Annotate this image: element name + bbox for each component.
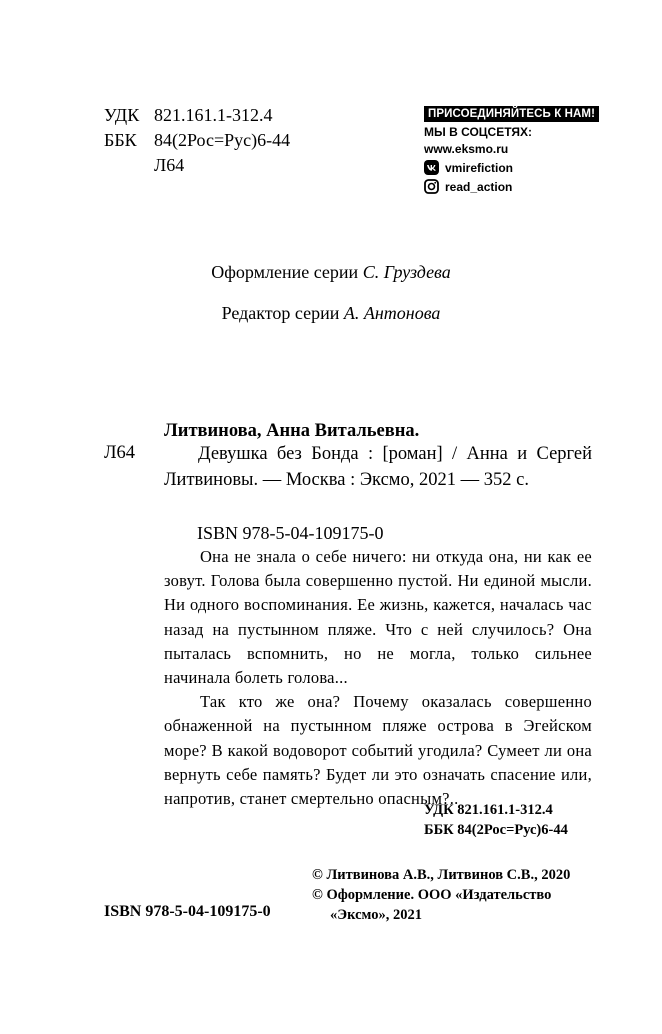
bbk-value: 84(2Рос=Рус)6-44 (154, 130, 291, 150)
record-title-description: Девушка без Бонда : [роман] / Анна и Сергей Литвиновы. — Москва : Эксмо, 2021 — 352 с. (164, 444, 592, 490)
instagram-icon (424, 179, 439, 194)
copyright-line-2: © Оформление. ООО «Издательство (312, 887, 552, 903)
bbk-row (104, 128, 290, 153)
udk-value: 821.161.1-312.4 (154, 105, 273, 125)
instagram-handle: read_action (445, 179, 513, 194)
series-editor-credit (0, 303, 662, 324)
bbk-label: ББК (104, 130, 137, 150)
series-design-credit (0, 262, 662, 283)
join-banner: ПРИСОЕДИНЯЙТЕСЬ К НАМ! (424, 106, 599, 122)
footer-bbk: ББК 84(2Рос=Рус)6-44 (424, 822, 568, 838)
copyright-line-3: «Эксмо», 2021 (330, 907, 422, 923)
design-name: С. Груздева (362, 262, 451, 282)
annotation-paragraph-2: Так кто же она? Почему оказалась совершенно обнаженной на пустынном пляже острова в Эгейском море? В какой водоворот событий угодила? Сумеет ли она вернуть себе память? Будет ли это означать спасение или, напротив, станет смертельно опасным?.. (164, 692, 592, 809)
footer-classification (424, 800, 568, 840)
annotation-paragraph-1: Она не знала о себе ничего: ни откуда она, ни как ее зовут. Голова была совершенно пустой. Ни единой мысли. Ни одного воспоминания. Ее жизнь, кажется, началась час назад на пустынном пляже. Что с ней случилось? Она пыталась вспомнить, но не могла, только сильнее начинала болеть голова... (164, 547, 592, 688)
social-block (424, 106, 599, 194)
copyright-block (312, 865, 570, 925)
classification-block (104, 103, 290, 178)
record-code: Л64 (104, 443, 136, 463)
instagram-row[interactable] (424, 179, 599, 194)
copyright-line-1: © Литвинова А.В., Литвинов С.В., 2020 (312, 867, 571, 883)
design-label: Оформление серии (211, 262, 359, 282)
author-mark: Л64 (154, 155, 185, 175)
footer-udk: УДК 821.161.1-312.4 (424, 802, 553, 818)
annotation (164, 545, 592, 811)
editor-label: Редактор серии (221, 303, 340, 323)
record-author: Литвинова, Анна Витальевна. (164, 421, 420, 441)
udk-label: УДК (104, 105, 140, 125)
vk-icon (424, 160, 439, 175)
vk-row[interactable] (424, 160, 599, 175)
website-link[interactable]: www.eksmo.ru (424, 142, 509, 156)
record-isbn: ISBN 978-5-04-109175-0 (197, 523, 384, 543)
udk-row (104, 103, 290, 128)
vk-handle: vmirefiction (445, 160, 514, 175)
social-subtitle: МЫ В СОЦСЕТЯХ: (424, 125, 533, 139)
editor-name: А. Антонова (343, 303, 441, 323)
footer-isbn: ISBN 978-5-04-109175-0 (104, 903, 271, 920)
